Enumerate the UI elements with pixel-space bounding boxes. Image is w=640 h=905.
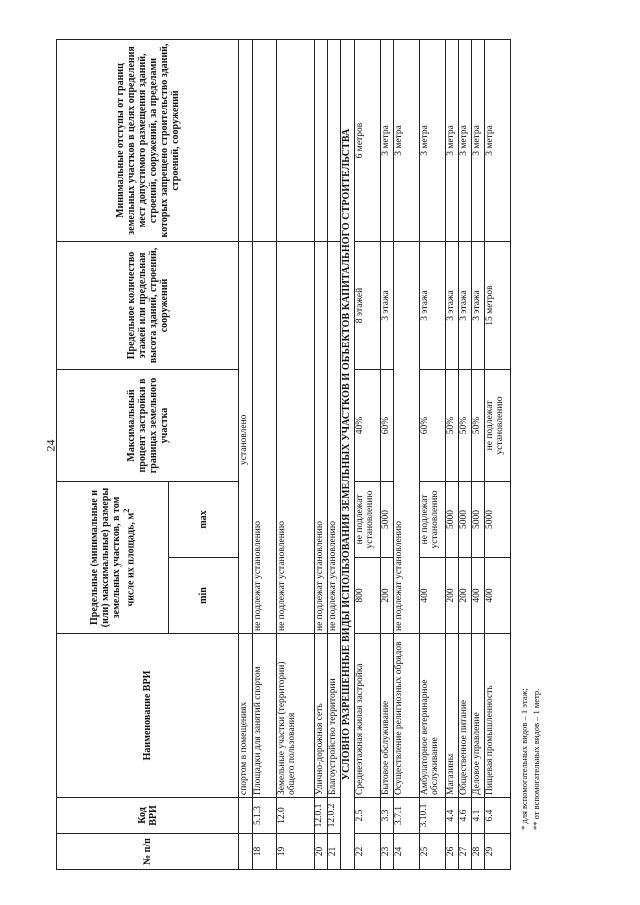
table-row: 19 12.0 Земельные участки (территории) общего пользования не подлежат установлению bbox=[277, 40, 315, 870]
table-row: 18 5.1.3 Площадки для занятий спортом не подлежат установлению bbox=[253, 40, 277, 870]
section-row bbox=[341, 40, 355, 870]
header-size: Предельные (минимальные и (или) максимальные) размеры земельных участков, в том числе их площадь, $м^2$ bbox=[57, 482, 169, 634]
footnotes bbox=[518, 590, 542, 830]
table-row: 29 6.4 Пищевая промышленность 400 5000 не подлежат установлению 15 метров 3 метра bbox=[485, 40, 511, 870]
page-number: 24 bbox=[43, 439, 58, 452]
table-row: 23 3.3 Бытовое обслуживание 200 5000 60% 3 этажа 3 метра bbox=[381, 40, 394, 870]
table-row: 21 12.0.2 Благоустройство территории не подлежат установлению bbox=[328, 40, 341, 870]
table-row: 22 2.5 Среднеэтажная жилая застройка 800 не подлежат установлению 40% 8 этажей 6 метров bbox=[355, 40, 381, 870]
header-min: min bbox=[169, 558, 239, 634]
footnote-1: * для вспомогательных видов – 1 этаж; bbox=[519, 688, 529, 830]
footnote-2: ** от вспомогательных видов – 1 метр. bbox=[531, 688, 541, 830]
zoning-table bbox=[56, 39, 511, 870]
table-row: 24 3.7.1 Осуществление религиозных обрядов не подлежат установлению 3 метра bbox=[394, 40, 420, 870]
header-num: № п/п bbox=[57, 834, 239, 870]
header-pct: Максимальный процент застройки в границах земельного участка bbox=[57, 370, 239, 482]
header-floors: Предельное количество этажей или предельная высота зданий, строений, сооружений bbox=[57, 242, 239, 370]
table-row: 27 4.6 Общественное питание 200 5000 50% 3 этажа 3 метра bbox=[459, 40, 472, 870]
cell-name: спортом в помещениях bbox=[239, 634, 253, 798]
section-title: УСЛОВНО РАЗРЕШЕННЫЕ ВИДЫ ИСПОЛЬЗОВАНИЯ ЗЕМЕЛЬНЫХ УЧАСТКОВ И ОБЪЕКТОВ КАПИТАЛЬНОГО СТРОИТЕЛЬСТВА bbox=[341, 40, 355, 870]
table-row: 20 12.0.1 Улично-дорожная сеть не подлежат установлению bbox=[315, 40, 328, 870]
table-container bbox=[56, 40, 584, 870]
table-row: 26 4.4 Магазины 200 5000 50% 3 этажа 3 метра bbox=[446, 40, 459, 870]
table-row bbox=[239, 40, 253, 870]
header-max: max bbox=[169, 482, 239, 558]
table-row: 28 4.1 Деловое управление 400 5000 50% 3 этажа 3 метра bbox=[472, 40, 485, 870]
header-code: Код ВРИ bbox=[57, 798, 239, 834]
table-row: 25 3.10.1 Амбулаторное ветеринарное обслуживание 400 не подлежат установлению 60% 3 этажа 3 метра bbox=[420, 40, 446, 870]
cell-merged: установлено bbox=[239, 242, 253, 634]
header-name: Наименование ВРИ bbox=[57, 634, 239, 798]
header-setback: Минимальные отступы от границ земельных участков в целях определения мест допустимого размещения зданий, строений, сооружений, за пределами которых запрещено строительство зданий, строений, сооружений bbox=[57, 40, 239, 242]
